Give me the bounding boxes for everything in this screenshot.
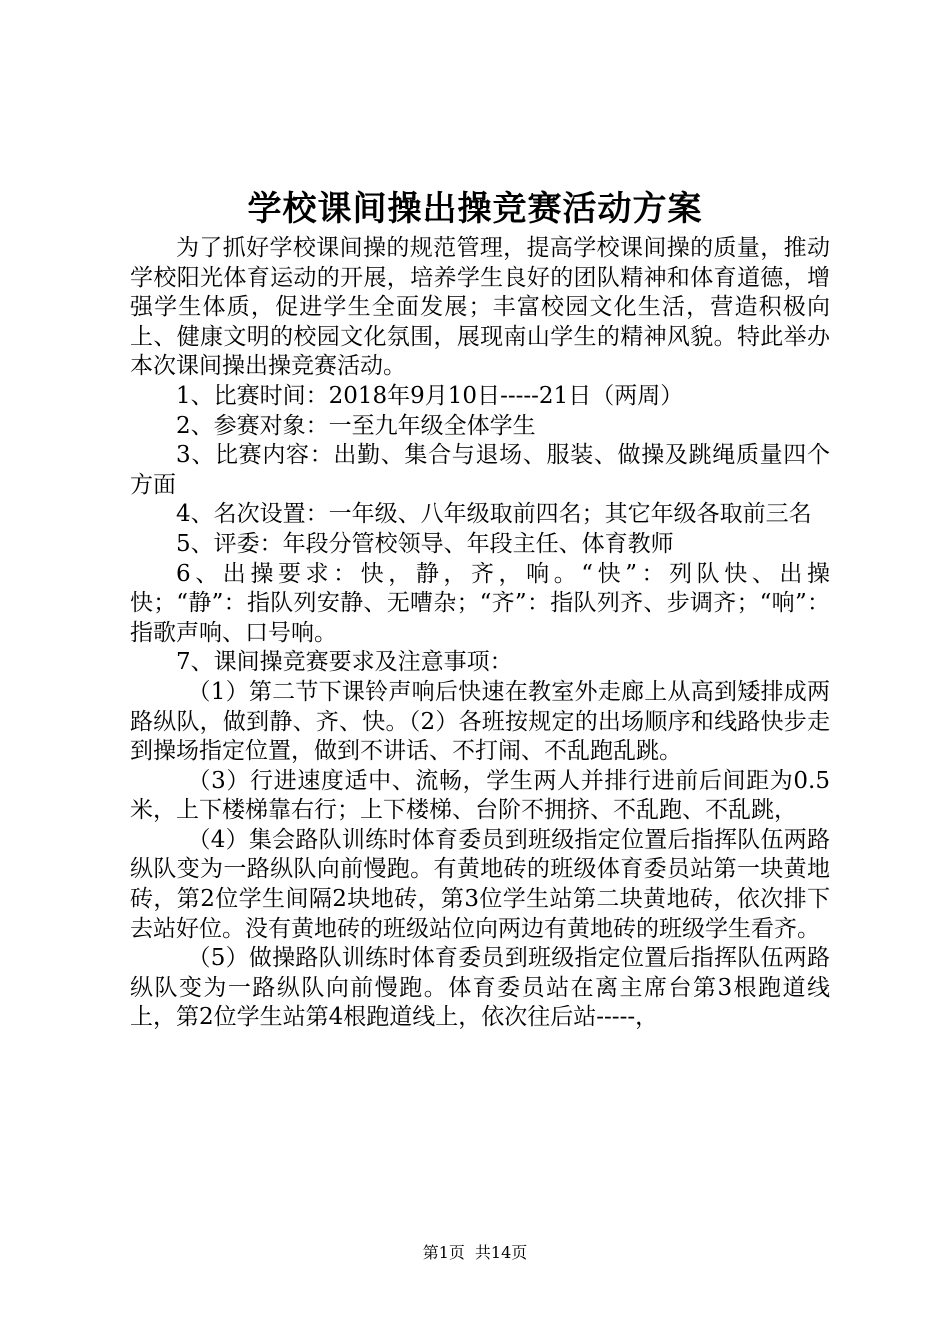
note-1-2: （1）第二节下课铃声响后快速在教室外走廊上从高到矮排成两路纵队，做到静、齐、快。（2）各班按规定的出场顺序和线路快步走到操场指定位置，做到不讲话、不打闹、不乱跑乱跳。 <box>130 678 830 765</box>
item-competition-content: 3、比赛内容：出勤、集合与退场、服装、做操及跳绳质量四个方面 <box>130 442 830 498</box>
document-body <box>130 234 830 1033</box>
page-footer <box>0 1242 950 1264</box>
item-judges: 5、评委：年段分管校领导、年段主任、体育教师 <box>176 530 674 557</box>
page-number: 第1页 <box>422 1243 465 1262</box>
item-participants: 2、参赛对象：一至九年级全体学生 <box>176 412 536 439</box>
note-3: （3）行进速度适中、流畅，学生两人并排行进前后间距为0.5米，上下楼梯靠右行；上下楼梯、台阶不拥挤、不乱跑、不乱跳， <box>130 767 830 824</box>
note-5: （5）做操路队训练时体育委员到班级指定位置后指挥队伍两路纵队变为一路纵队向前慢跑。体育委员站在离主席台第3根跑道线上，第2位学生站第4根跑道线上，依次往后站-----， <box>130 945 830 1031</box>
item-requirements: 6、出操要求：快，静，齐，响。“快”：列队快、出操快；“静”：指队列安静、无嘈杂；“齐”：指队列齐、步调齐；“响”：指歌声响、口号响。 <box>130 560 830 646</box>
item-notes-heading: 7、课间操竞赛要求及注意事项： <box>176 649 513 676</box>
item-competition-time: 1、比赛时间：2018年9月10日-----21日（两周） <box>176 382 684 409</box>
item-ranking: 4、名次设置：一年级、八年级取前四名；其它年级各取前三名 <box>176 501 812 528</box>
intro-paragraph: 为了抓好学校课间操的规范管理，提高学校课间操的质量，推动学校阳光体育运动的开展，培养学生良好的团队精神和体育道德，增强学生体质，促进学生全面发展；丰富校园文化生活，营造积极向上、健康文明的校园文化氛围，展现南山学生的精神风貌。特此举办本次课间操出操竞赛活动。 <box>130 235 830 380</box>
page-total: 共14页 <box>474 1243 528 1262</box>
note-4: （4）集会路队训练时体育委员到班级指定位置后指挥队伍两路纵队变为一路纵队向前慢跑。有黄地砖的班级体育委员站第一块黄地砖，第2位学生间隔2块地砖，第3位学生站第二块黄地砖，依次排下去站好位。没有黄地砖的班级站位向两边有黄地砖的班级学生看齐。 <box>130 826 830 942</box>
document-title: 学校课间操出操竞赛活动方案 <box>247 189 703 229</box>
